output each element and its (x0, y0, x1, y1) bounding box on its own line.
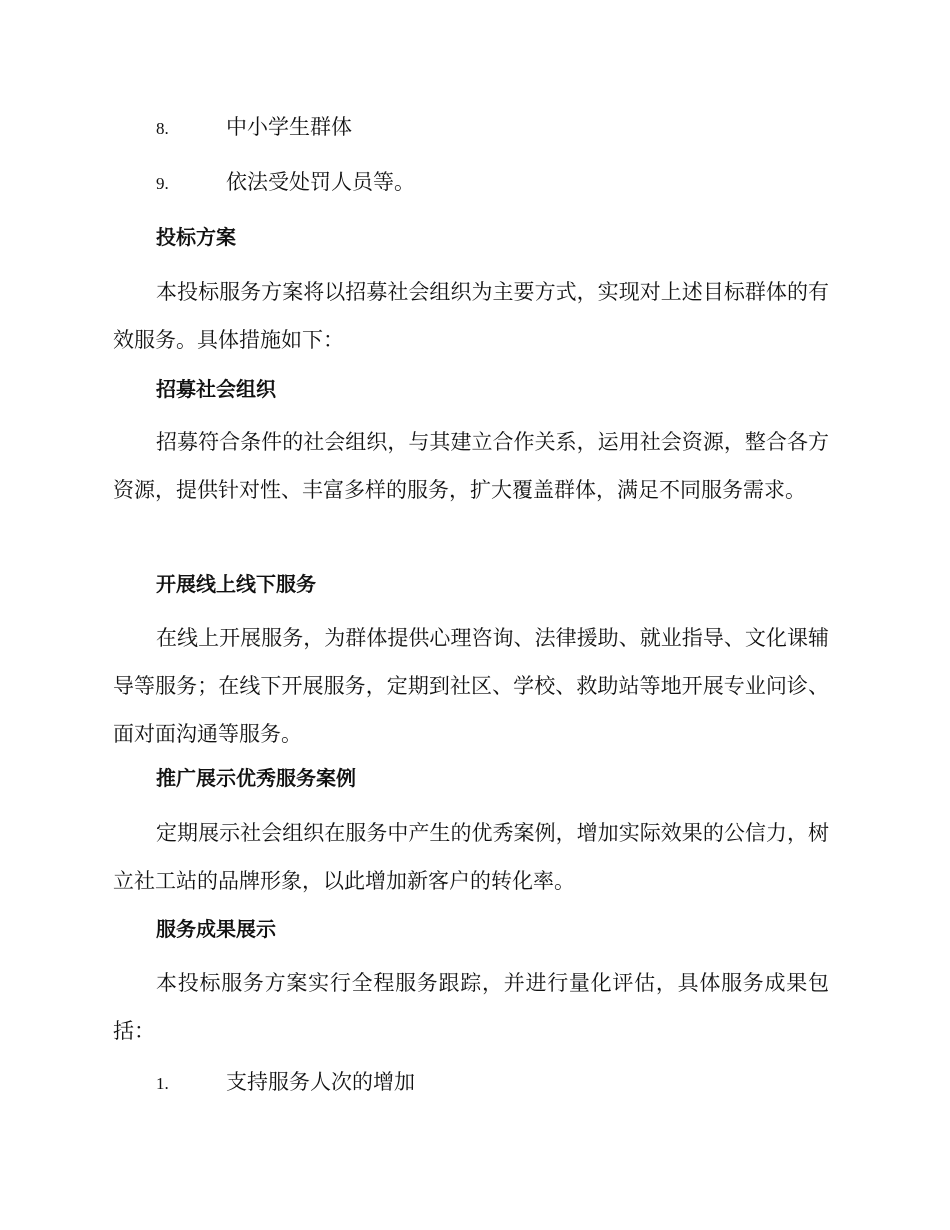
paragraph-recruit: 招募符合条件的社会组织，与其建立合作关系，运用社会资源，整合各方资源，提供针对性、丰富多样的服务，扩大覆盖群体，满足不同服务需求。 (113, 430, 829, 502)
paragraph-showcase: 定期展示社会组织在服务中产生的优秀案例，增加实际效果的公信力，树立社工站的品牌形象，以此增加新客户的转化率。 (113, 821, 829, 893)
section-heading-bid-plan: 投标方案 (156, 225, 236, 249)
list-text: 中小学生群体 (226, 115, 352, 139)
list-number: 1. (156, 1074, 169, 1093)
list-text: 支持服务人次的增加 (226, 1070, 415, 1094)
list-number: 8. (156, 119, 169, 138)
list-item (156, 112, 352, 144)
section-heading-recruit: 招募社会组织 (156, 377, 276, 401)
paragraph-online-offline: 在线上开展服务，为群体提供心理咨询、法律援助、就业指导、文化课辅导等服务；在线下开展服务，定期到社区、学校、救助站等地开展专业问诊、面对面沟通等服务。 (113, 626, 829, 746)
section-heading-online-offline: 开展线上线下服务 (156, 572, 316, 596)
section-heading-results: 服务成果展示 (156, 917, 276, 941)
list-item (156, 167, 415, 199)
paragraph-bid-plan: 本投标服务方案将以招募社会组织为主要方式，实现对上述目标群体的有效服务。具体措施如下： (113, 280, 829, 352)
list-item (156, 1067, 415, 1099)
paragraph-results: 本投标服务方案实行全程服务跟踪，并进行量化评估，具体服务成果包括： (113, 971, 829, 1043)
section-heading-showcase: 推广展示优秀服务案例 (156, 766, 356, 790)
list-text: 依法受处罚人员等。 (226, 170, 415, 194)
list-number: 9. (156, 174, 169, 193)
